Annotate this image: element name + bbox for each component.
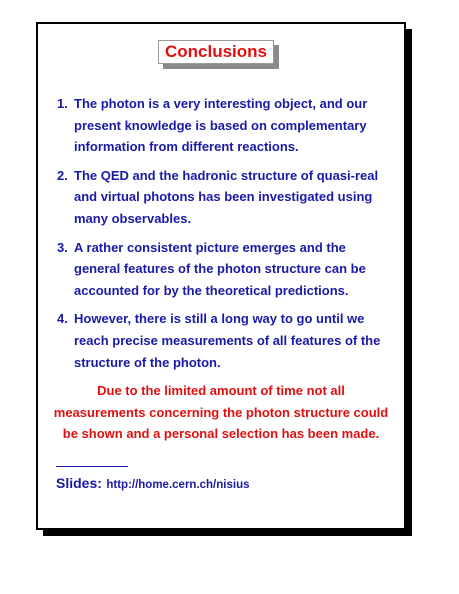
conclusion-item	[57, 308, 387, 373]
closing-note: Due to the limited amount of time not all measurements concerning the photon structure could be shown and a personal selection has been made.	[53, 383, 389, 442]
item-number: 2.	[57, 167, 68, 183]
slides-reference	[56, 475, 250, 493]
conclusion-item	[57, 93, 387, 158]
conclusion-list	[57, 93, 387, 380]
page-title: Conclusions	[158, 40, 274, 64]
slides-link[interactable]: http://home.cern.ch/nisius	[106, 479, 250, 491]
item-text: However, there is still a long way to go until we reach precise measurements of all features of the structure of the photon.	[74, 311, 381, 370]
item-number: 1.	[57, 96, 68, 111]
item-number: 4.	[57, 311, 68, 327]
item-text: The photon is a very interesting object, and our present knowledge is based on complementary information from different reactions.	[74, 96, 368, 155]
title-box	[158, 40, 274, 64]
conclusion-item	[57, 237, 387, 302]
footnote-rule	[56, 466, 128, 467]
item-text: A rather consistent picture emerges and the general features of the photon structure can be accounted for by the theoretical predictions.	[74, 239, 366, 298]
item-number: 3.	[57, 239, 68, 255]
conclusion-item	[57, 165, 387, 230]
slides-label: Slides:	[56, 475, 102, 491]
item-text: The QED and the hadronic structure of quasi-real and virtual photons has been investigated using many observables.	[74, 167, 379, 226]
